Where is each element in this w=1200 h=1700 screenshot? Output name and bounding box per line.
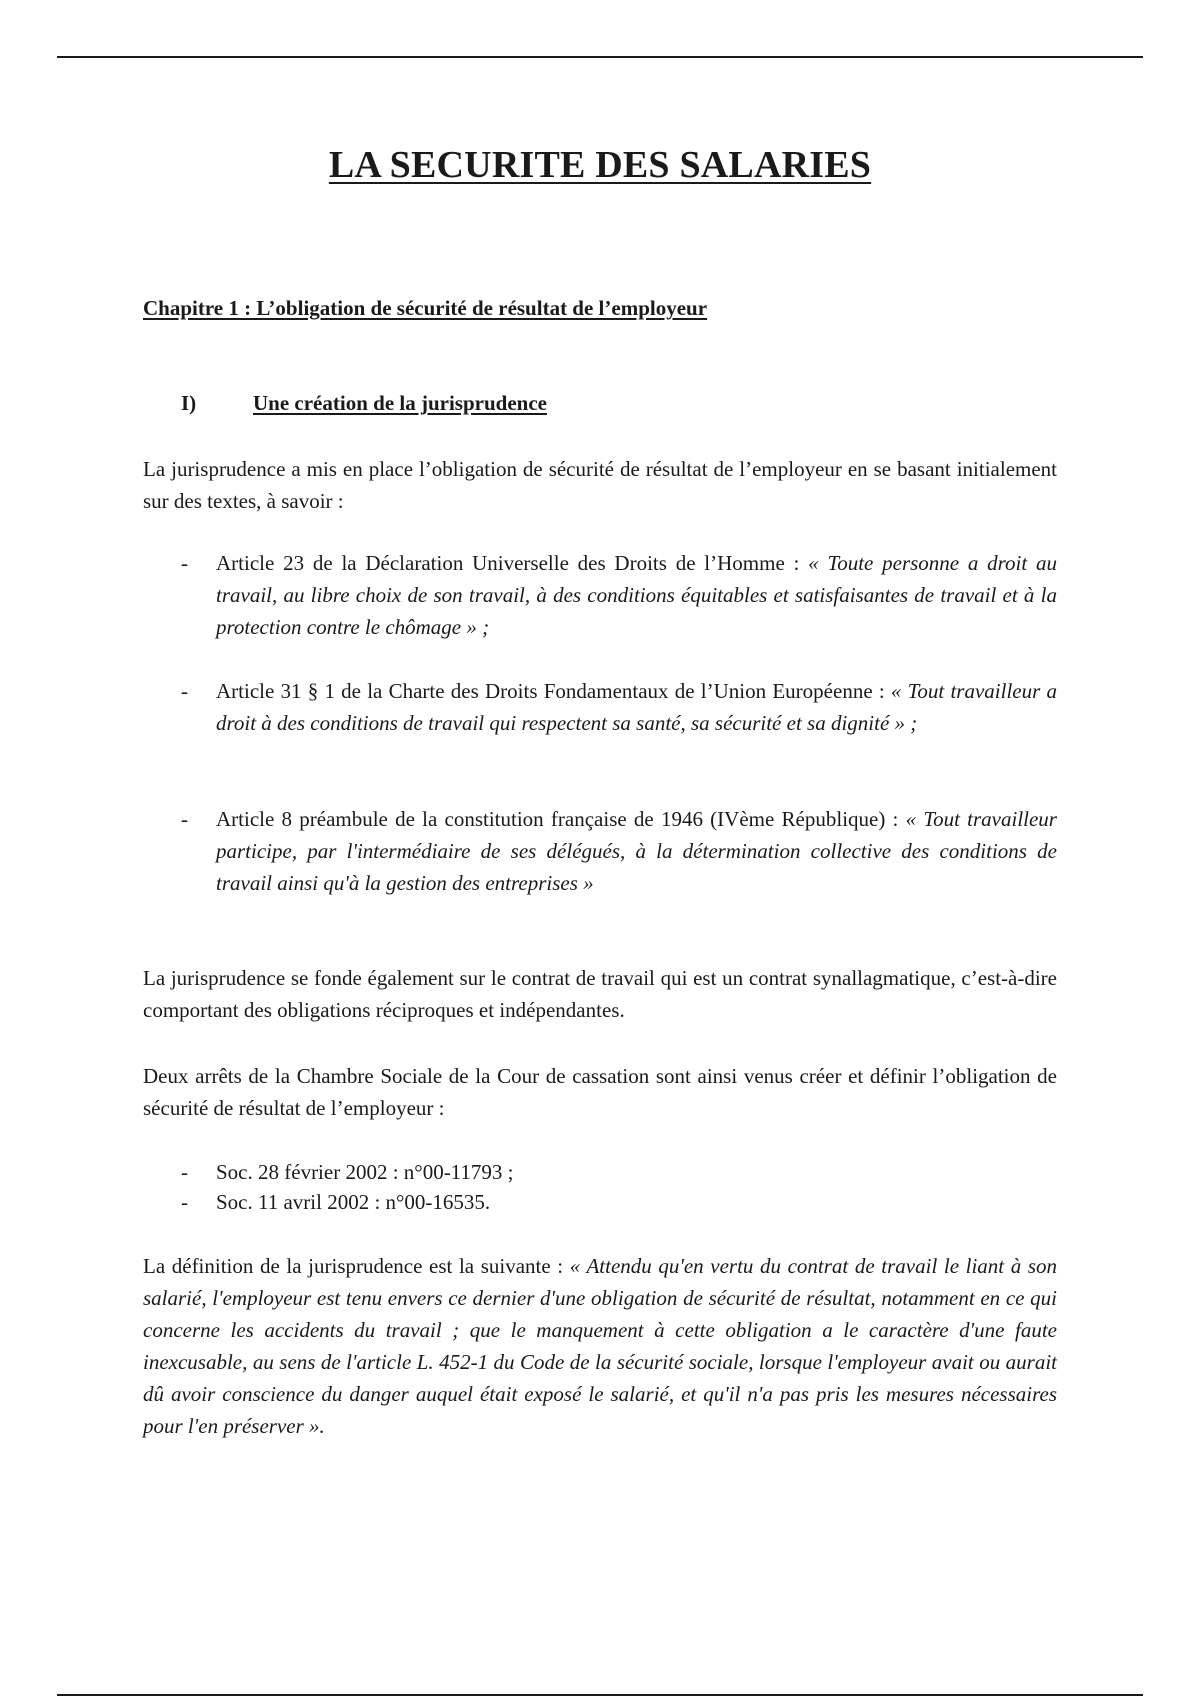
list-item	[181, 1156, 1057, 1188]
bullet-dash: -	[181, 1190, 188, 1214]
definition-paragraph	[143, 1250, 1057, 1442]
list-item-text	[216, 675, 1057, 739]
list-item-text: Soc. 11 avril 2002 : n°00-16535.	[216, 1190, 491, 1214]
definition-quote: « Attendu qu'en vertu du contrat de travail le liant à son salarié, l'employeur est tenu envers ce dernier d'une obligation de sécurité de résultat, notamment en ce qui concerne les accidents du travail ; que le manquement à cette obligation a le caractère d'une faute inexcusable, au sens de l'article L. 452-1 du Code de la sécurité sociale, lorsque l'employeur avait ou aurait dû avoir conscience du danger auquel était exposé le salarié, et qu'il n'a pas pris les mesures nécessaires pour l'en préserver ».	[143, 1254, 1057, 1438]
bullet-dash: -	[181, 551, 188, 575]
bullet-dash: -	[181, 1160, 188, 1184]
definition-intro: La définition de la jurisprudence est la suivante :	[143, 1254, 570, 1278]
arrets-paragraph: Deux arrêts de la Chambre Sociale de la Cour de cassation sont ainsi venus créer et définir l’obligation de sécurité de résultat de l’employeur :	[143, 1064, 1057, 1120]
section-heading	[181, 391, 547, 416]
article-reference: Article 8 préambule de la constitution française de 1946 (IVème République) :	[216, 807, 906, 831]
document-title: LA SECURITE DES SALARIES	[328, 144, 872, 186]
list-item	[181, 547, 1057, 643]
top-rule	[57, 56, 1143, 58]
list-item	[181, 803, 1057, 899]
article-quote: « Tout travailleur a droit à des conditions de travail qui respectent sa santé, sa sécurité et sa dignité » ;	[216, 679, 1057, 735]
list-item-text	[216, 803, 1057, 899]
section-title: Une création de la jurisprudence	[253, 391, 547, 415]
chapter-heading: Chapitre 1 : L’obligation de sécurité de résultat de l’employeur	[143, 296, 708, 320]
list-item-text: Soc. 28 février 2002 : n°00-11793 ;	[216, 1160, 514, 1184]
bottom-rule	[57, 1694, 1143, 1696]
article-reference: Article 31 § 1 de la Charte des Droits Fondamentaux de l’Union Européenne :	[216, 679, 891, 703]
contract-paragraph: La jurisprudence se fonde également sur le contrat de travail qui est un contrat synallagmatique, c’est-à-dire comportant des obligations réciproques et indépendantes.	[143, 966, 1057, 1022]
article-quote: « Tout travailleur participe, par l'intermédiaire de ses délégués, à la détermination collective des conditions de travail ainsi qu'à la gestion des entreprises »	[216, 807, 1057, 895]
intro-paragraph: La jurisprudence a mis en place l’obligation de sécurité de résultat de l’employeur en se basant initialement sur des textes, à savoir :	[143, 457, 1057, 513]
bullet-dash: -	[181, 679, 188, 703]
section-number: I)	[181, 391, 197, 415]
article-reference: Article 23 de la Déclaration Universelle des Droits de l’Homme :	[216, 551, 809, 575]
list-item-text	[216, 547, 1057, 643]
list-item	[181, 1186, 1057, 1218]
article-quote: « Toute personne a droit au travail, au libre choix de son travail, à des conditions équitables et satisfaisantes de travail et à la protection contre le chômage » ;	[216, 551, 1057, 639]
bullet-dash: -	[181, 807, 188, 831]
list-item	[181, 675, 1057, 739]
